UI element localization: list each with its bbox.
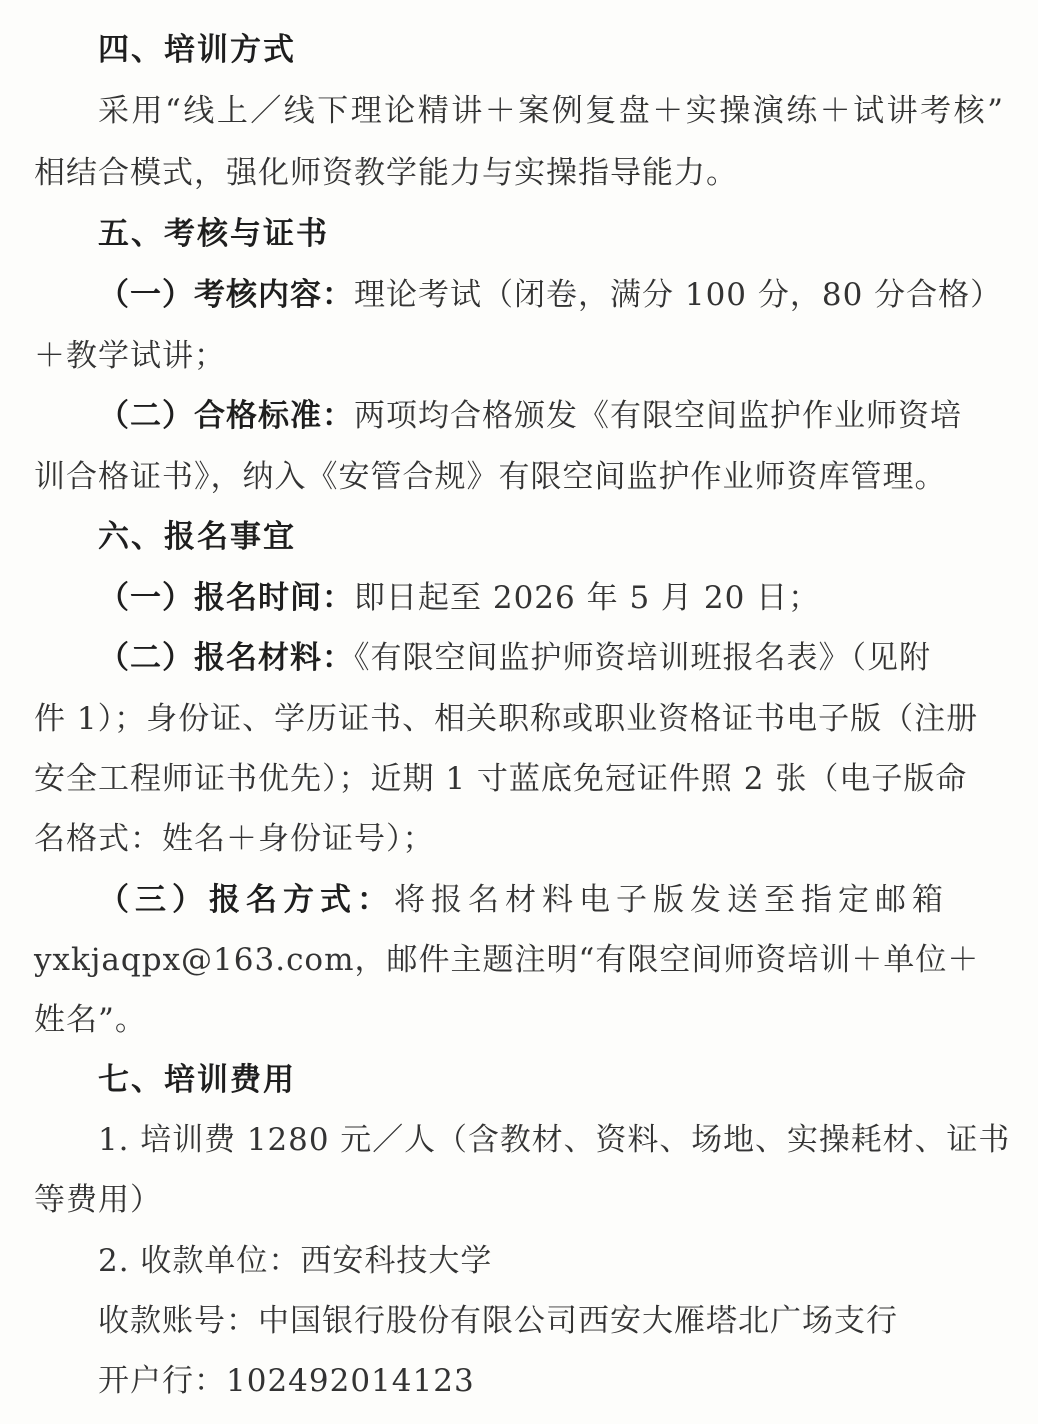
paragraph-line: yxkjaqpx@163.com，邮件主题注明“有限空间师资培训＋单位＋ — [34, 942, 980, 978]
section-heading-6: 六、报名事宜 — [98, 519, 296, 555]
list-item: 开户行：102492014123 — [98, 1363, 475, 1399]
list-item — [98, 638, 931, 678]
item-label: （一）报名时间： — [98, 580, 354, 616]
paragraph-line: ＋教学试讲； — [34, 338, 226, 374]
paragraph-line: 名格式：姓名＋身份证号）； — [34, 821, 435, 857]
item-text: 理论考试（闭卷，满分 100 分，80 分合格） — [354, 277, 1003, 313]
item-label: （二）合格标准： — [98, 398, 354, 434]
item-text: 即日起至 2026 年 5 月 20 日； — [354, 580, 821, 616]
paragraph-line: 相结合模式，强化师资教学能力与实操指导能力。 — [34, 155, 738, 191]
item-text: 两项均合格颁发《有限空间监护作业师资培 — [354, 398, 962, 434]
list-item — [98, 275, 1002, 315]
list-item: 1. 培训费 1280 元／人（含教材、资料、场地、实操耗材、证书 — [98, 1122, 1011, 1158]
list-item: 2. 收款单位：西安科技大学 — [98, 1243, 493, 1279]
item-label: （一）考核内容： — [98, 277, 354, 313]
list-item — [98, 578, 820, 618]
paragraph-line: 训合格证书》，纳入《安管合规》有限空间监护作业师资库管理。 — [34, 459, 947, 495]
paragraph-line: 件 1）；身份证、学历证书、相关职称或职业资格证书电子版（注册 — [34, 701, 979, 737]
section-heading-7: 七、培训费用 — [98, 1062, 296, 1098]
list-item — [98, 396, 962, 436]
list-item: 收款账号：中国银行股份有限公司西安大雁塔北广场支行 — [98, 1303, 898, 1339]
item-label: （二）报名材料： — [98, 640, 354, 676]
section-heading-5: 五、考核与证书 — [98, 216, 329, 252]
paragraph-line: 等费用） — [34, 1182, 162, 1218]
section-heading-4: 四、培训方式 — [98, 32, 296, 68]
list-item — [98, 880, 949, 920]
paragraph-line: 姓名”。 — [34, 1002, 147, 1038]
paragraph-line: 采用“线上／线下理论精讲＋案例复盘＋实操演练＋试讲考核” — [98, 93, 1004, 129]
item-text: 将报名材料电子版发送至指定邮箱 — [394, 882, 949, 918]
item-label: （三）报名方式： — [98, 882, 394, 918]
item-text: 《有限空间监护师资培训班报名表》（见附 — [354, 640, 931, 676]
paragraph-line: 安全工程师证书优先）；近期 1 寸蓝底免冠证件照 2 张（电子版命 — [34, 761, 968, 797]
